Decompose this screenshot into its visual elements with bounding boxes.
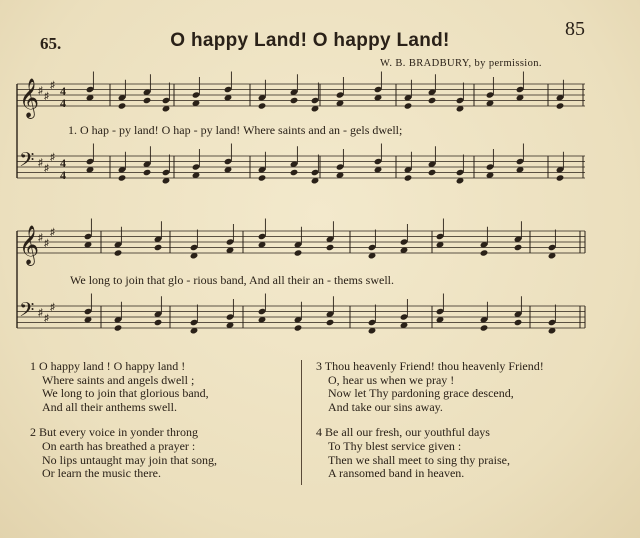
verse-number: 3 [316,359,322,373]
verse-2 [30,426,217,480]
verse-line: Or learn the music there. [42,466,161,481]
verses-left-column [30,360,217,493]
note-head [326,319,335,326]
note-head [118,174,127,181]
note-head [556,102,565,109]
verse-line: To Thy blest service given : [328,438,462,453]
verse-4 [316,426,544,480]
verse-3 [316,360,544,414]
verse-line: Then we shall meet to sing thy praise, [328,452,510,467]
note-head [428,97,437,104]
note-head [118,102,127,109]
note-head [514,244,523,251]
note-head [326,244,335,251]
sharp-icon: ♯ [50,80,55,91]
note-head [143,169,152,176]
note-head [428,169,437,176]
sharp-icon: ♯ [44,91,49,102]
note-head [154,319,163,326]
verse-line: Thou heavenly Friend! thou heavenly Friend! [324,359,544,373]
sharp-icon: ♯ [38,85,43,97]
verse-number: 4 [316,425,322,440]
verse-line: We long to join that glorious band, [42,386,209,401]
treble-clef-icon: 𝄞 [19,225,40,265]
note-head [154,244,163,251]
note-head [290,97,299,104]
time-signature: 4 [60,168,66,182]
note-head [294,324,303,331]
note-head [404,174,413,181]
verses-right-column [316,360,544,493]
verse-line: Where saints and angels dwell ; [42,372,195,387]
note-head [258,174,267,181]
staff-systems [17,72,585,335]
verse-line: O, hear us when we pray ! [328,372,455,387]
note-head [290,169,299,176]
time-signature: 4 [60,96,66,110]
page-number: 85 [565,18,585,40]
verse-line: And all their anthems swell. [42,399,177,414]
time-signature: 4 [60,84,66,98]
note-head [114,249,123,256]
sharp-icon: ♯ [38,157,43,169]
verse-line: Now let Thy pardoning grace descend, [328,386,514,401]
sharp-icon: ♯ [38,232,43,244]
verse-line: Be all our fresh, our youthful days [325,425,490,440]
sharp-icon: ♯ [44,238,49,249]
note-head [514,319,523,326]
verse-1 [30,360,217,414]
verse-number: 2 [30,425,36,440]
sharp-icon: ♯ [50,227,55,238]
verse-number: 1 [30,359,36,373]
bass-clef-icon: 𝄢 [19,298,35,326]
note-head [404,102,413,109]
sharp-icon: ♯ [44,313,49,324]
note-head [480,249,489,256]
time-signature: 4 [60,156,66,170]
lyric-line-1: 1. O hap - py land! O hap - py land! Where saints and an - gels dwell; [68,123,403,137]
sharp-icon: ♯ [38,307,43,319]
sharp-icon: ♯ [50,152,55,163]
note-head [114,324,123,331]
verse-line: A ransomed band in heaven. [328,466,465,481]
note-head [480,324,489,331]
verse-line: No lips untaught may join that song, [42,452,217,467]
sharp-icon: ♯ [50,302,55,313]
note-head [556,174,565,181]
bass-clef-icon: 𝄢 [19,148,35,176]
note-head [258,102,267,109]
composer-credit: W. B. BRADBURY, by permission. [380,58,542,69]
verse-line: And take our sins away. [328,399,443,414]
verse-line: O happy land ! O happy land ! [39,359,186,373]
hymn-number: 65. [40,34,62,53]
lyric-line-2: We long to join that glo - rious band, And all their an - thems swell. [70,273,394,287]
treble-clef-icon: 𝄞 [19,78,40,118]
note-head [143,97,152,104]
verse-line: But every voice in yonder throng [39,425,198,440]
sharp-icon: ♯ [44,163,49,174]
hymn-title: O happy Land! O happy Land! [170,30,450,51]
verse-line: On earth has breathed a prayer : [42,438,196,453]
note-head [294,249,303,256]
column-divider [301,360,302,485]
